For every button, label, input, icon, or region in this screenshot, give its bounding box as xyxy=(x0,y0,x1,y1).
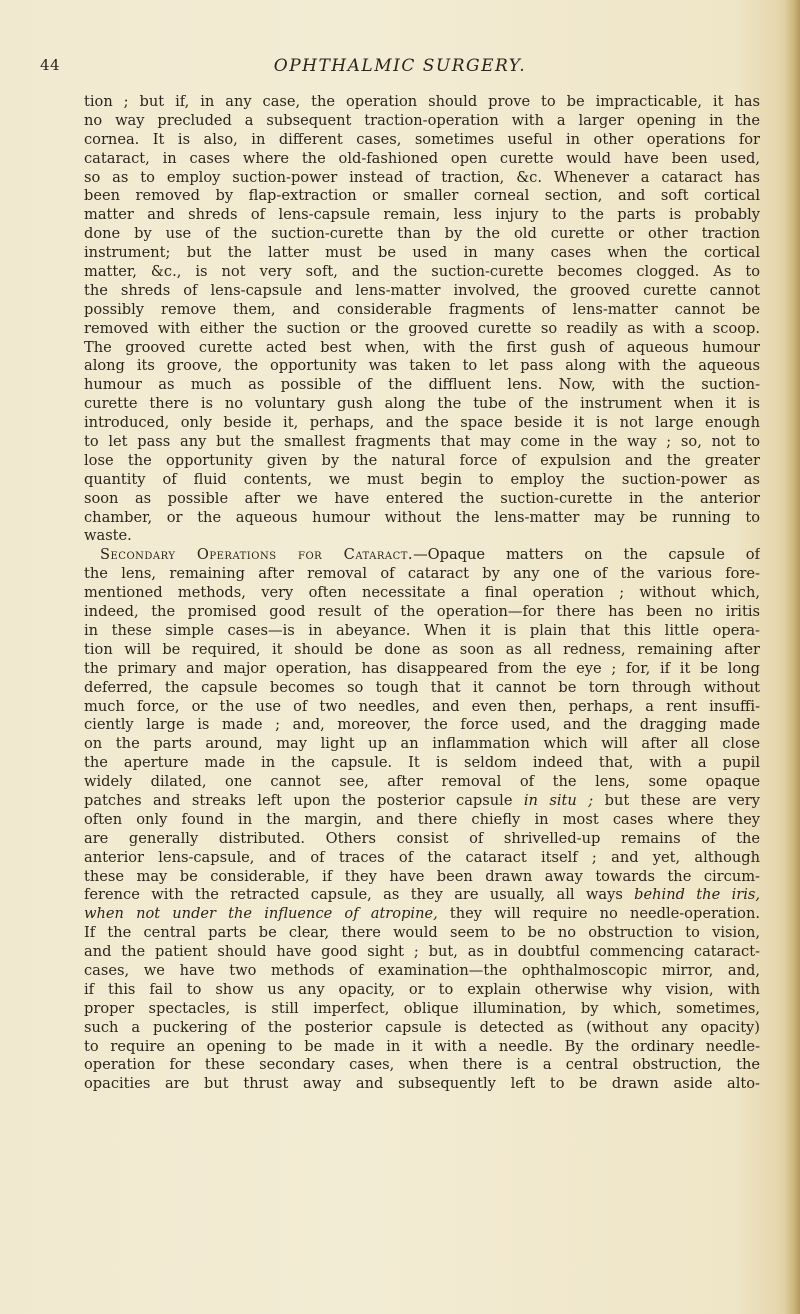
line-text: these may be considerable, if they have been drawn away towards the circum- xyxy=(84,867,760,885)
line-text: the lens, remaining after removal of cataract by any one of the various fore- xyxy=(84,565,760,583)
line-text: matter and shreds of lens-capsule remain, less injury to the parts is probably xyxy=(84,206,760,224)
line-text: introduced, only beside it, perhaps, and the space beside it is not large enough xyxy=(84,414,760,432)
line-text: cataract, in cases where the old-fashioned open curette would have been used, xyxy=(84,149,760,167)
text-line xyxy=(84,93,760,112)
line-text: deferred, the capsule becomes so tough that it cannot be torn through without xyxy=(84,678,760,696)
line-text: the primary and major operation, has disappeared from the eye ; for, if it be long xyxy=(84,659,760,677)
line-text: —Opaque matters on the capsule of xyxy=(413,546,760,564)
text-line xyxy=(84,169,760,188)
italic-text: in situ ; xyxy=(523,791,594,809)
text-line xyxy=(84,1038,760,1057)
line-text: much force, or the use of two needles, and even then, perhaps, a rent insuffi- xyxy=(84,697,760,715)
text-line xyxy=(84,471,760,490)
line-text: lose the opportunity given by the natural force of expulsion and the greater xyxy=(84,451,760,469)
line-text: so as to employ suction-power instead of traction, &c. Whenever a cataract has xyxy=(84,168,760,186)
text-line xyxy=(84,112,760,131)
line-text: but these are very xyxy=(593,791,760,809)
text-line xyxy=(84,282,760,301)
text-line xyxy=(84,244,760,263)
line-text: the aperture made in the capsule. It is seldom indeed that, with a pupil xyxy=(84,754,760,772)
text-line xyxy=(84,641,760,660)
line-text: ference with the retracted capsule, as they are usually, all ways xyxy=(84,886,635,904)
line-text: the shreds of lens-capsule and lens-matter involved, the grooved curette cannot xyxy=(84,281,760,299)
text-line xyxy=(84,376,760,395)
text-line xyxy=(84,773,760,792)
text-line xyxy=(84,206,760,225)
text-line xyxy=(84,1019,760,1038)
line-text: cornea. It is also, in different cases, sometimes useful in other operations for xyxy=(84,130,760,148)
line-text: been removed by flap-extraction or smaller corneal section, and soft cortical xyxy=(84,187,760,205)
text-line xyxy=(84,187,760,206)
text-line xyxy=(84,962,760,981)
text-line xyxy=(84,603,760,622)
text-line xyxy=(84,811,760,830)
text-line xyxy=(84,1056,760,1075)
italic-text: behind the iris, xyxy=(634,886,760,904)
line-text: often only found in the margin, and there chiefly in most cases where they xyxy=(84,810,760,828)
page-edge-shadow xyxy=(784,0,800,1314)
text-line xyxy=(84,131,760,150)
text-line xyxy=(84,395,760,414)
line-text: no way precluded a subsequent traction-operation with a larger opening in the xyxy=(84,111,760,129)
line-text: chamber, or the aqueous humour without the lens-matter may be running to xyxy=(84,508,760,526)
line-text: instrument; but the latter must be used in many cases when the cortical xyxy=(84,244,760,262)
line-text: waste. xyxy=(84,527,132,545)
line-text: operation for these secondary cases, when there is a central obstruction, the xyxy=(84,1056,760,1074)
line-text: ciently large is made ; and, moreover, the force used, and the dragging made xyxy=(84,716,760,734)
text-line xyxy=(84,565,760,584)
line-text: on the parts around, may light up an inflammation which will after all close xyxy=(84,735,760,753)
text-line xyxy=(84,754,760,773)
text-line xyxy=(84,490,760,509)
text-line xyxy=(84,981,760,1000)
line-text: if this fail to show us any opacity, or to explain otherwise why vision, with xyxy=(84,980,760,998)
line-text: matter, &c., is not very soft, and the suction-curette becomes clogged. As to xyxy=(84,263,760,281)
text-line xyxy=(84,792,760,811)
line-text: they will require no needle-operation. xyxy=(437,905,760,923)
line-text: If the central parts be clear, there would seem to be no obstruction to vision, xyxy=(84,924,760,942)
line-text: curette there is no voluntary gush along the tube of the instrument when it is xyxy=(84,395,760,413)
text-line xyxy=(84,584,760,603)
line-text: anterior lens-capsule, and of traces of the cataract itself ; and yet, although xyxy=(84,848,760,866)
line-text: and the patient should have good sight ; but, as in doubtful commencing cataract- xyxy=(84,943,760,961)
text-line xyxy=(84,150,760,169)
line-text: quantity of fluid contents, we must begin to employ the suction-power as xyxy=(84,470,760,488)
running-title: OPHTHALMIC SURGERY. xyxy=(273,56,527,76)
line-text: opacities are but thrust away and subsequently left to be drawn aside alto- xyxy=(84,1075,760,1093)
line-text: indeed, the promised good result of the operation—for there has been no iritis xyxy=(84,603,760,621)
line-text: soon as possible after we have entered the suction-curette in the anterior xyxy=(84,489,760,507)
line-text: mentioned methods, very often necessitate a final operation ; without which, xyxy=(84,584,760,602)
text-line xyxy=(84,452,760,471)
text-line xyxy=(84,546,760,565)
text-line xyxy=(84,830,760,849)
text-line xyxy=(84,339,760,358)
text-line xyxy=(84,527,760,546)
text-line xyxy=(84,414,760,433)
text-line xyxy=(84,225,760,244)
text-line xyxy=(84,622,760,641)
line-text: tion ; but if, in any case, the operation should prove to be impracticable, it has xyxy=(84,93,760,110)
body-text xyxy=(84,93,760,1094)
page-number: 44 xyxy=(40,56,61,74)
line-text: done by use of the suction-curette than by the old curette or other traction xyxy=(84,225,760,243)
line-text: proper spectacles, is still imperfect, oblique illumination, by which, sometimes, xyxy=(84,999,760,1017)
text-line xyxy=(84,320,760,339)
text-line xyxy=(84,849,760,868)
line-text: to let pass any but the smallest fragments that may come in the way ; so, not to xyxy=(84,433,760,451)
text-line xyxy=(84,698,760,717)
text-line xyxy=(84,1000,760,1019)
line-text: tion will be required, it should be done as soon as all redness, remaining after xyxy=(84,640,760,658)
text-line xyxy=(84,735,760,754)
text-line xyxy=(84,868,760,887)
line-text: humour as much as possible of the diffluent lens. Now, with the suction- xyxy=(84,376,760,394)
line-text: in these simple cases—is in abeyance. When it is plain that this little opera- xyxy=(84,621,760,639)
text-line xyxy=(84,433,760,452)
text-line xyxy=(84,905,760,924)
line-text: removed with either the suction or the grooved curette so readily as with a scoop. xyxy=(84,319,760,337)
line-text: cases, we have two methods of examination—the ophthalmoscopic mirror, and, xyxy=(84,961,760,979)
text-line xyxy=(84,716,760,735)
text-line xyxy=(84,660,760,679)
line-text: The grooved curette acted best when, with the first gush of aqueous humour xyxy=(84,338,760,356)
text-line xyxy=(84,1075,760,1094)
text-line xyxy=(84,301,760,320)
text-line xyxy=(84,357,760,376)
text-line xyxy=(84,263,760,282)
section-heading: Secondary Operations for Cataract. xyxy=(100,546,414,564)
text-line xyxy=(84,886,760,905)
line-text: possibly remove them, and considerable fragments of lens-matter cannot be xyxy=(84,300,760,318)
line-text: such a puckering of the posterior capsule is detected as (without any opacity) xyxy=(84,1018,760,1036)
page-header xyxy=(40,56,760,78)
text-line xyxy=(84,924,760,943)
text-line xyxy=(84,943,760,962)
text-line xyxy=(84,509,760,528)
line-text: are generally distributed. Others consist of shrivelled-up remains of the xyxy=(84,829,760,847)
line-text: along its groove, the opportunity was taken to let pass along with the aqueous xyxy=(84,357,760,375)
italic-text: when not under the influence of atropine, xyxy=(84,905,438,923)
line-text: widely dilated, one cannot see, after removal of the lens, some opaque xyxy=(84,773,760,791)
text-line xyxy=(84,679,760,698)
line-text: patches and streaks left upon the posterior capsule xyxy=(84,791,524,809)
line-text: to require an opening to be made in it with a needle. By the ordinary needle- xyxy=(84,1037,760,1055)
